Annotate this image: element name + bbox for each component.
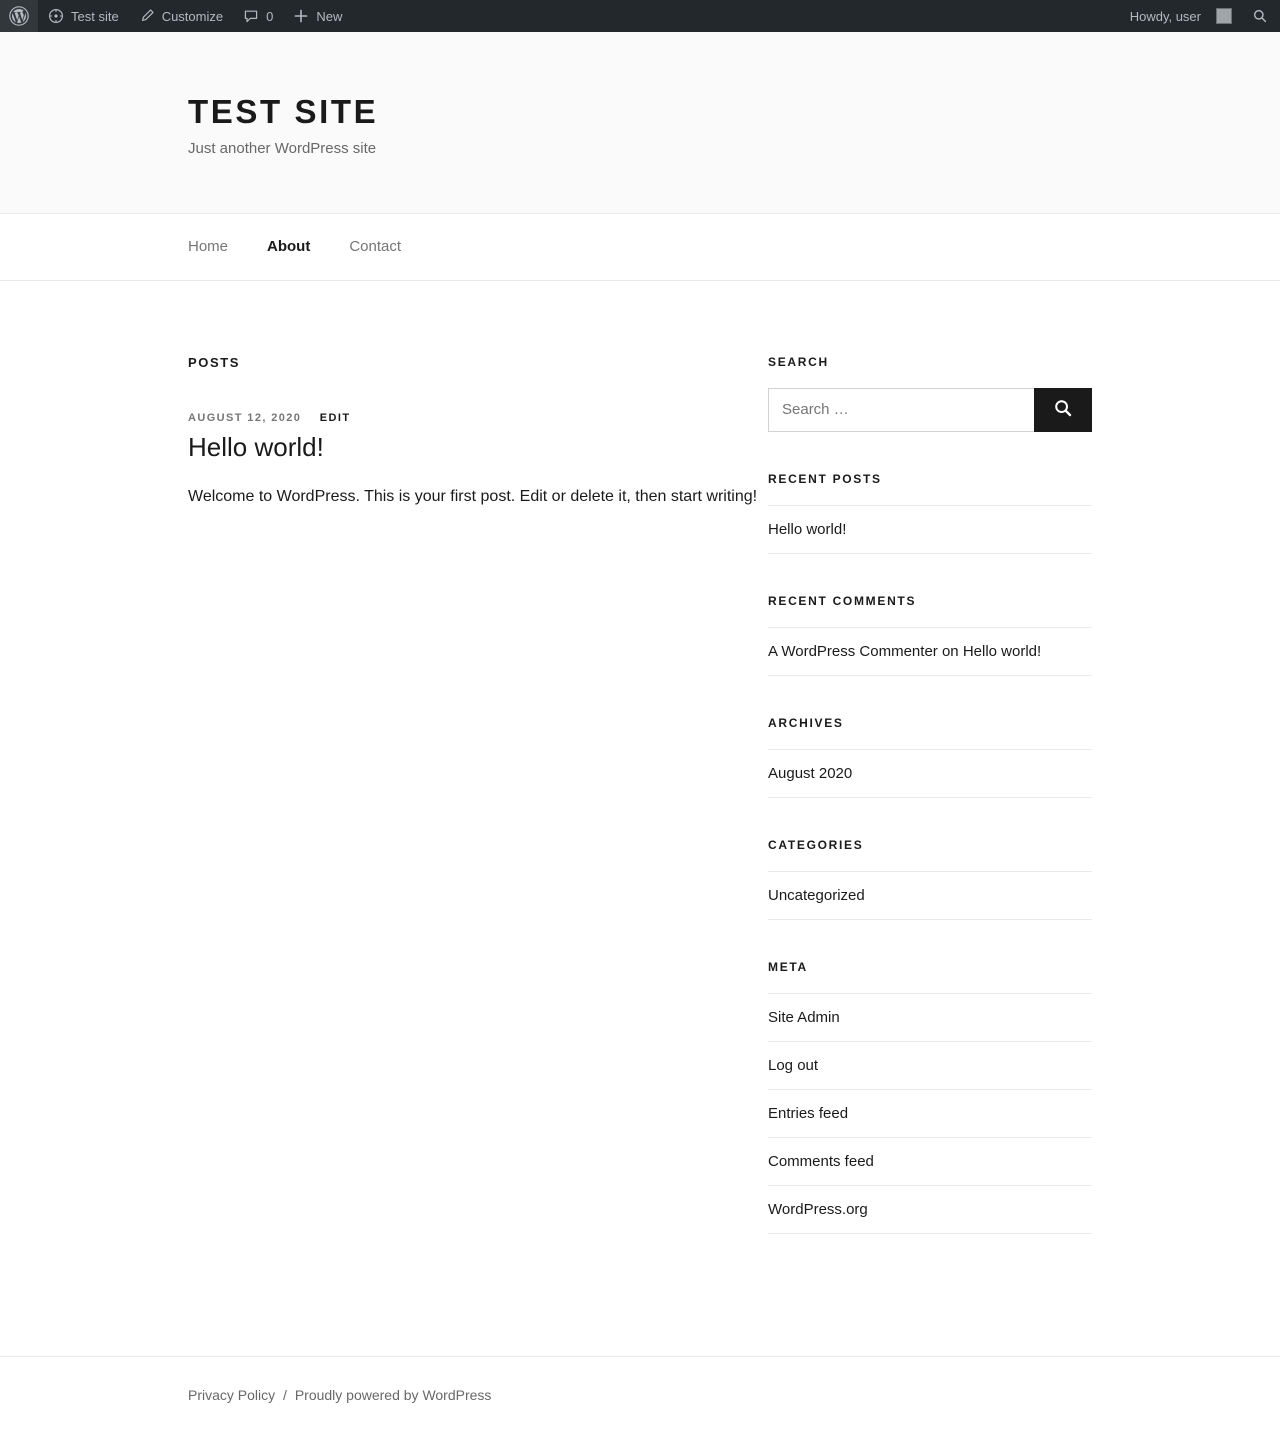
widget-search	[768, 355, 1092, 432]
list-item[interactable]	[768, 872, 1092, 920]
site-title-link[interactable]: TEST SITE	[188, 93, 379, 130]
search-form	[768, 388, 1092, 432]
nav-item-about[interactable]	[267, 238, 310, 256]
page-title[interactable]	[188, 92, 1092, 132]
categories-list	[768, 871, 1092, 920]
admin-bar-site-name-label: Test site	[71, 8, 119, 24]
meta-list	[768, 993, 1092, 1234]
list-item[interactable]	[768, 506, 1092, 554]
search-icon	[1053, 398, 1073, 421]
widget-title-recent-posts: RECENT POSTS	[768, 471, 882, 486]
nav-item-contact[interactable]	[349, 238, 401, 256]
nav-item-home[interactable]	[188, 238, 228, 256]
admin-bar-customize-label: Customize	[161, 8, 224, 24]
widget-recent-comments	[768, 594, 1092, 676]
admin-bar-right	[1120, 0, 1280, 32]
widget-title-meta: META	[768, 959, 808, 974]
list-item[interactable]	[768, 994, 1092, 1042]
widget-title-search: SEARCH	[768, 354, 829, 369]
post-content	[188, 485, 768, 510]
comment-bubble-icon	[243, 8, 259, 24]
post-date-link[interactable]: AUGUST 12, 2020	[188, 411, 302, 424]
post-title[interactable]	[188, 431, 768, 464]
post-edit-link[interactable]: EDIT	[319, 411, 351, 424]
archives-list	[768, 749, 1092, 798]
site-header	[0, 32, 1280, 214]
meta-link-entries-feed[interactable]: Entries feed	[768, 1104, 849, 1122]
list-item[interactable]	[768, 1042, 1092, 1090]
posts-heading: POSTS	[188, 354, 241, 370]
footer-separator: /	[283, 1386, 287, 1403]
nav-link-about[interactable]: About	[267, 237, 311, 255]
widget-categories	[768, 838, 1092, 920]
post-excerpt: Welcome to WordPress. This is your first post. Edit or delete it, then start writing!	[188, 488, 758, 506]
admin-bar-my-account[interactable]	[1120, 0, 1242, 32]
main-content	[188, 355, 768, 1274]
widget-archives	[768, 716, 1092, 798]
list-item[interactable]	[768, 1186, 1092, 1234]
site-footer	[0, 1356, 1280, 1443]
plus-icon	[293, 8, 309, 24]
search-submit-button[interactable]	[1034, 388, 1092, 432]
admin-bar-customize[interactable]	[129, 0, 233, 32]
search-input[interactable]	[768, 388, 1034, 432]
admin-bar-new[interactable]	[283, 0, 352, 32]
recent-post-link[interactable]: Hello world!	[768, 520, 847, 538]
post-article	[188, 412, 768, 510]
admin-bar-new-label: New	[316, 8, 343, 24]
admin-bar-search-button[interactable]	[1242, 0, 1280, 32]
meta-link-site-admin[interactable]: Site Admin	[768, 1008, 840, 1026]
category-link[interactable]: Uncategorized	[768, 886, 865, 904]
admin-bar-comments-count: 0	[266, 8, 274, 24]
powered-by-link[interactable]: Proudly powered by WordPress	[294, 1386, 492, 1403]
dashboard-icon	[48, 8, 64, 24]
widget-title-archives: ARCHIVES	[768, 715, 844, 730]
meta-link-wordpress-org[interactable]: WordPress.org	[768, 1200, 868, 1218]
meta-link-log-out[interactable]: Log out	[768, 1056, 819, 1074]
sidebar	[768, 355, 1092, 1274]
list-item[interactable]	[768, 750, 1092, 798]
recent-posts-list	[768, 505, 1092, 554]
list-item[interactable]	[768, 1138, 1092, 1186]
footer-content	[188, 1387, 1092, 1403]
admin-bar-wordpress-logo[interactable]	[0, 0, 38, 32]
comment-author: A WordPress Commenter	[768, 642, 938, 660]
privacy-policy-link[interactable]: Privacy Policy	[188, 1386, 276, 1403]
site-description: Just another WordPress site	[188, 139, 377, 157]
nav-list	[188, 214, 1092, 280]
nav-link-contact[interactable]: Contact	[349, 237, 402, 255]
avatar-icon	[1216, 8, 1232, 24]
admin-bar	[0, 0, 1280, 32]
wordpress-logo-icon	[9, 6, 29, 26]
list-item[interactable]	[768, 628, 1092, 676]
admin-bar-howdy-label: Howdy, user	[1129, 8, 1201, 24]
widget-title-categories: CATEGORIES	[768, 837, 864, 852]
comment-post-link[interactable]: Hello world!	[962, 642, 1042, 660]
widget-title-recent-comments: RECENT COMMENTS	[768, 593, 917, 608]
comment-on-label: on	[941, 642, 959, 660]
post-meta	[188, 412, 768, 424]
admin-bar-site-name[interactable]	[38, 0, 129, 32]
pencil-icon	[139, 8, 155, 24]
recent-comments-list	[768, 627, 1092, 676]
nav-link-home[interactable]: Home	[188, 237, 229, 255]
archive-link[interactable]: August 2020	[768, 764, 853, 782]
post-title-link[interactable]: Hello world!	[188, 431, 324, 462]
admin-bar-comments[interactable]	[233, 0, 283, 32]
list-item[interactable]	[768, 1090, 1092, 1138]
primary-navigation	[0, 214, 1280, 281]
meta-link-comments-feed[interactable]: Comments feed	[768, 1152, 874, 1170]
widget-meta	[768, 960, 1092, 1234]
search-icon	[1252, 8, 1268, 24]
widget-recent-posts	[768, 472, 1092, 554]
content-area	[188, 281, 1092, 1274]
